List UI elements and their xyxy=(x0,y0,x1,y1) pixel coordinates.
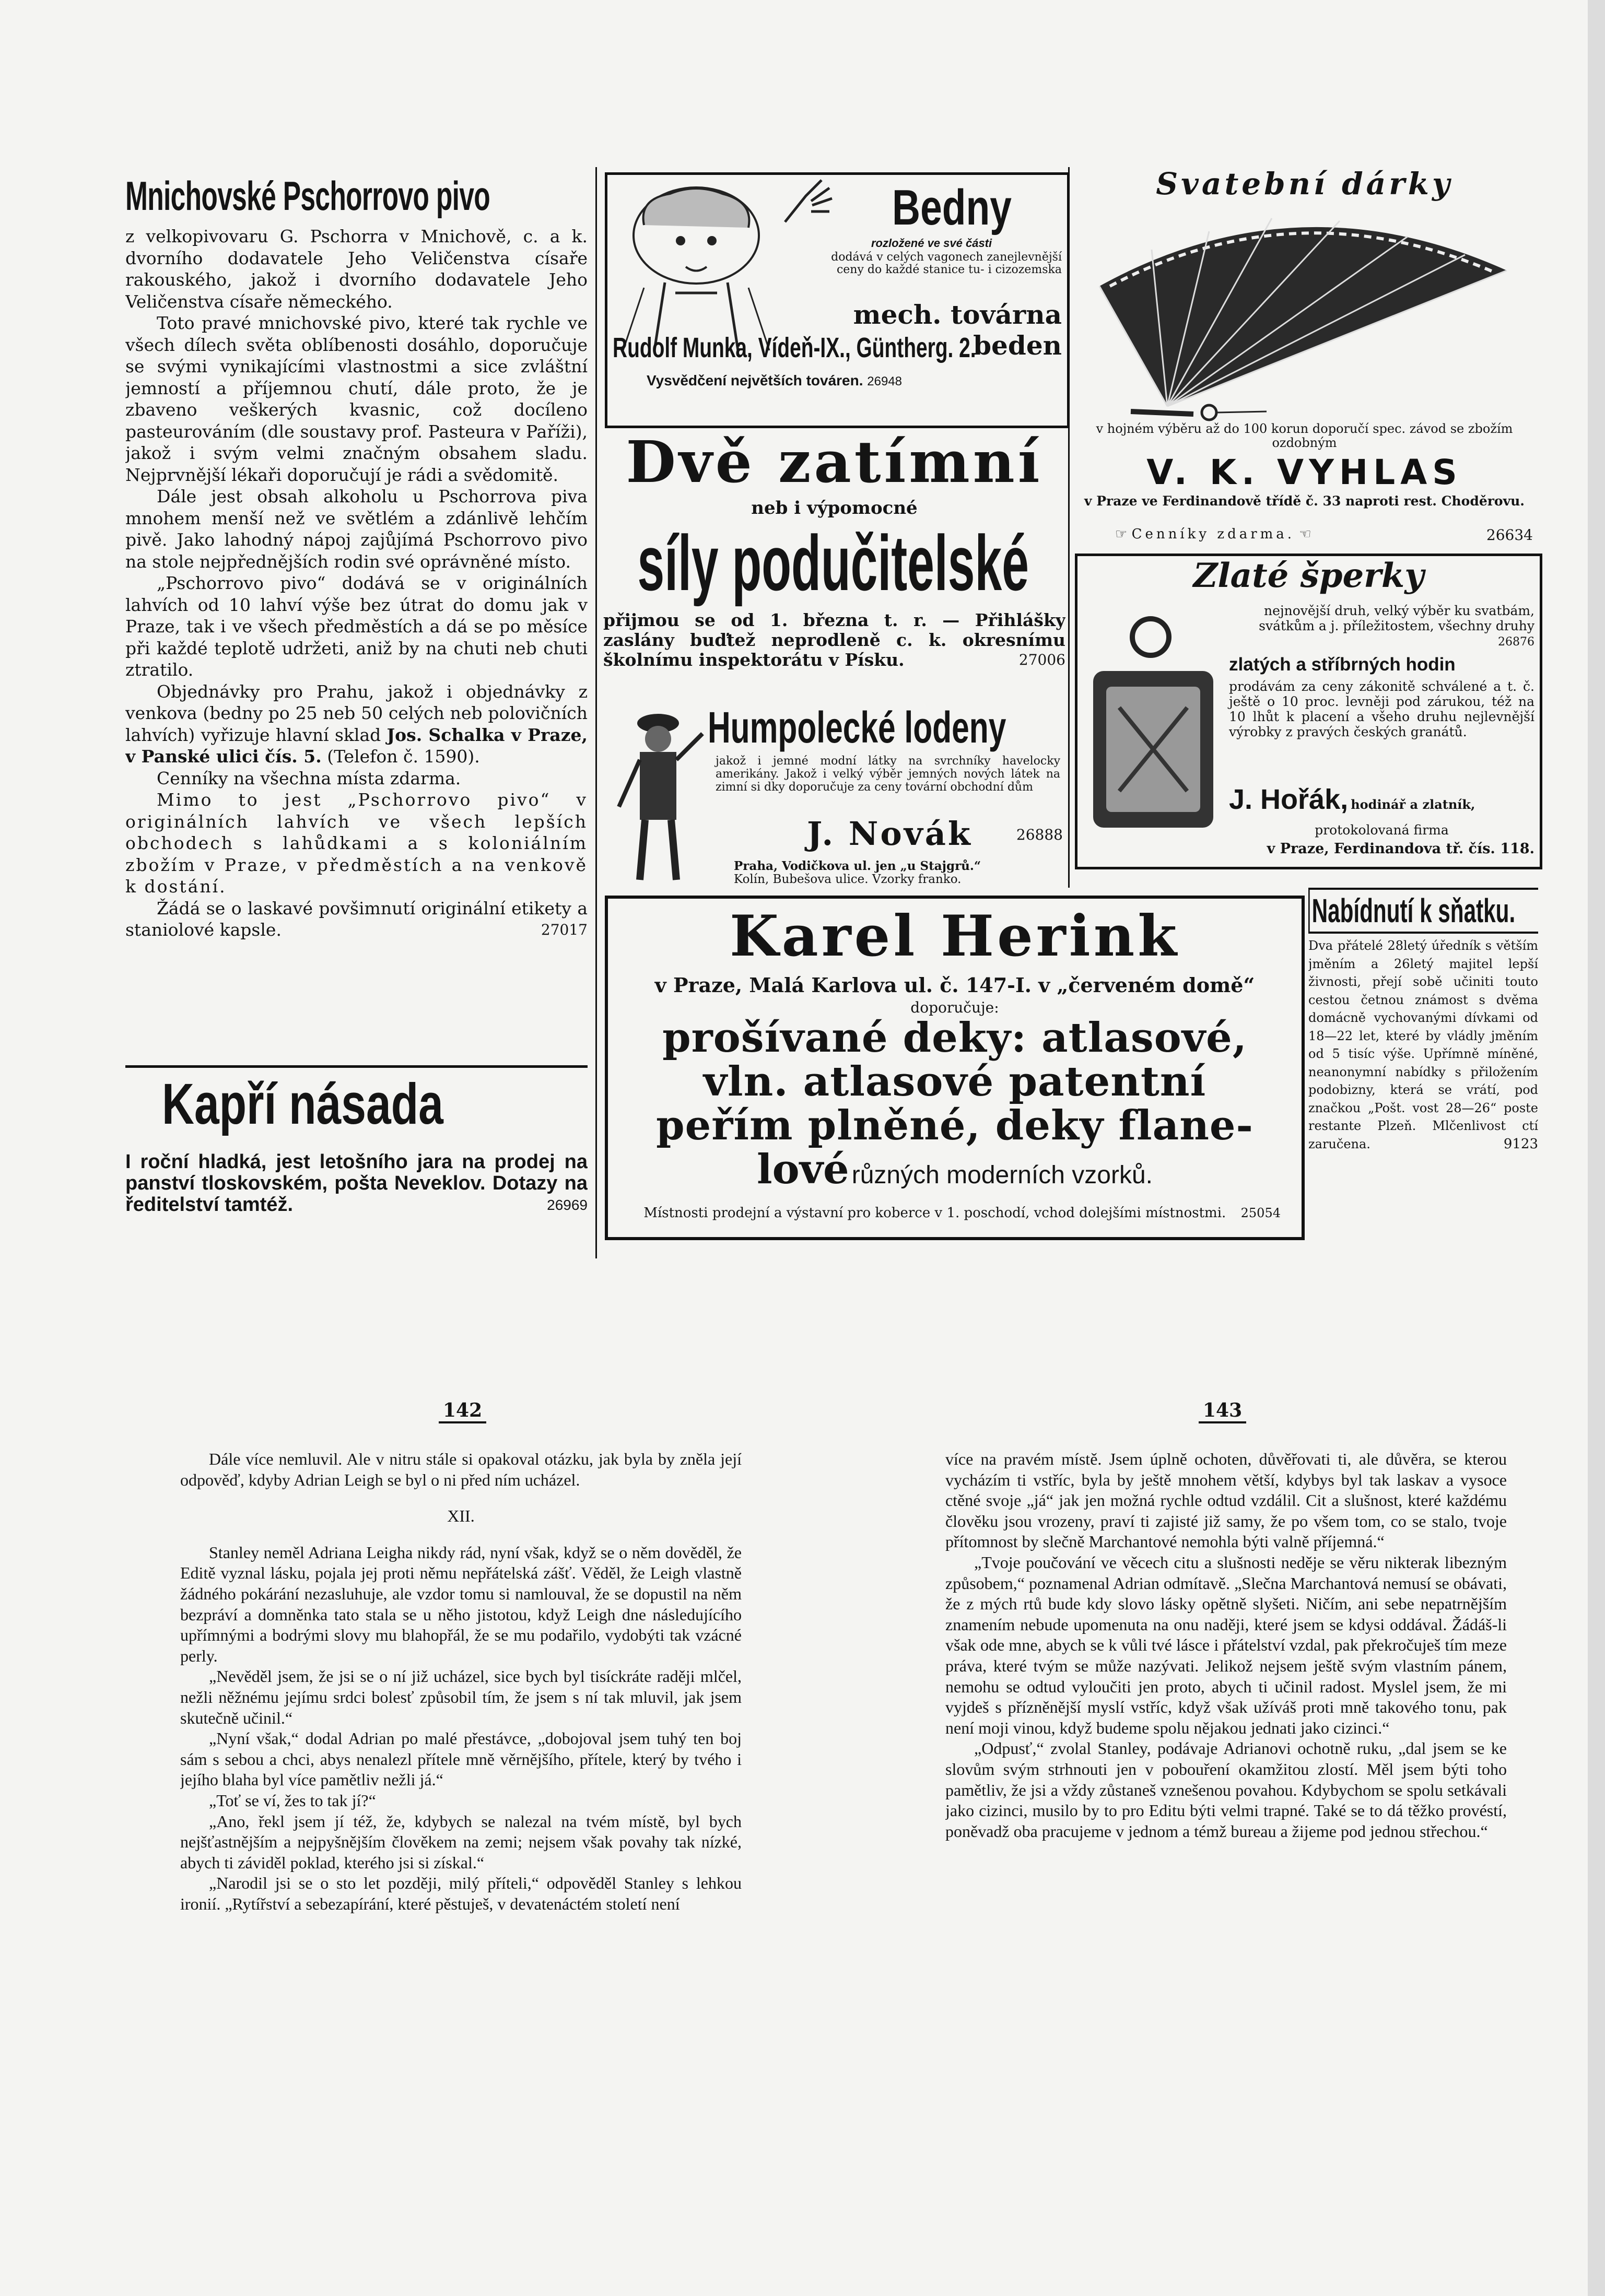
zatimni-text-body: přijmou se od 1. března t. r. — Přihlášky zaslány buďtež neprodleně c. k. okresnímu školnímu inspektorátu v Písku. xyxy=(603,610,1065,670)
lodeny-addr2: Kolín, Bubešova ulice. Vzorky franko. xyxy=(734,873,962,886)
pschorr-p3: Dále jest obsah alkoholu u Pschorrova piva mnohem menší než ve světlém a zdánlivě lehčím pivě. Jako lahodný nápoj zajůjímá Pschorrovo pivo na stole nejpřednějších rodin své oprávněné místo. xyxy=(125,486,588,572)
sperky-name-line xyxy=(1229,783,1534,816)
lodeny-name-line xyxy=(708,815,1063,853)
bedny-sub2: dodává v celých vagonech zanejlevnější ceny do každé stanice tu- i cizozemska xyxy=(831,251,1062,276)
svatebni-line2: v Praze ve Ferdinandově třídě č. 33 naproti rest. Choděrovu. xyxy=(1084,493,1525,509)
herink-foot-text: Místnosti prodejní a výstavní pro koberce v 1. poschodí, vchod dolejšími místnostmi. xyxy=(643,1205,1226,1221)
story-left-p5: „Toť se ví, žes to tak jí?“ xyxy=(209,1791,376,1810)
pschorr-p5a: Objednávky pro Prahu, jakož i objednávky z venkova (bedny po 25 neb 50 celých neb polovičních lahvích) vyřizuje hlavní sklad xyxy=(125,681,588,745)
story-right-p3: „Odpusť,“ zvolal Stanley, podávaje Adrianovi ochotně ruku, „dal jsem se ke slovům svým strhnouti jen v pobouření okamžitou zlostí. Měl jsem býti toho pamětliv, že jsi a vždy zůstaneš vznešenou povahou. Kdybychom se spolu setkávali jako cizinci, musilo by to pro Editu býti velmi trapné. Také se to dá těžko provéstí, poněvadž oba pracujeme v jednom a témž bureau a žijeme pod jednou střechou.“ xyxy=(945,1739,1507,1841)
story-right-p2: „Tvoje poučování ve věcech citu a slušnosti neděje se věru nikterak libezným způsobem,“ poznamenal Adrian odmítavě. „Slečna Marchantová nemusí se obávati, že z mých rtů bude kdy slovo lásky opětně slyšeti. Ničím, ani sebe nepatrnějším znamením nebude upomenuta na onu naději, které jsem se kdysi oddával. Žádáš-li však ode mne, abych se k vůli tvé lásce i přátelství vzdal, pak překročuješ tím meze práva, které tvým se může nazývati. Jelikož nejsem ještě svým vlastním pánem, nemohu se odtud vyloučiti jen proto, abych ti učinil radost. Myslel jsem, že mi vyjdeš s přízněnější myslí vstříc, když však užíváš proti mně takového tonu, pak není moji vinou, když budeme spolu nějakou jednati jako cizinci.“ xyxy=(945,1552,1507,1737)
zatimni-num: 27006 xyxy=(1018,651,1065,668)
snatek-title: Nabídnutí k sňatku. xyxy=(1308,888,1538,934)
pschorr-p5 xyxy=(125,681,588,768)
divider-kapr-top xyxy=(125,1065,588,1068)
bedny-sub5-text: Vysvědčení největších továren. xyxy=(647,372,863,388)
pschorr-num: 27017 xyxy=(541,921,588,938)
kapr-text xyxy=(125,1151,588,1216)
herink-big4b: různých moderních vzorků. xyxy=(851,1161,1153,1189)
col-rule-1 xyxy=(595,167,597,1258)
pschorr-p8 xyxy=(125,898,588,941)
kapr-num: 26969 xyxy=(547,1197,588,1213)
bedny-sub4: Rudolf Munka, Vídeň-IX., Güntherg. 2. xyxy=(613,332,976,363)
page-number-left: 142 xyxy=(439,1399,486,1423)
ad-bedny xyxy=(605,172,1070,428)
zatimni-title: Dvě zatímní xyxy=(626,431,1043,496)
bedny-sub5 xyxy=(647,372,1064,389)
sperky-name: J. Hořák, xyxy=(1229,784,1349,815)
story-right-p1: více na pravém místě. Jsem úplně ochoten, důvěřovati ti, ale důvěra, se kterou vycházím ti vstříc, byla by ještě mnohem větší, kdybys byl tak laskav a vysoce ctěné svoje „já“ jak jen možná rychle odtud vzdálil. Cit a slušnost, které každému člověku jsou vrozeny, praví ti zajisté již samy, že po všem tom, co se stalo, tvoje přítomnost by slečně Marchantové nemohla býti valně příjemná.“ xyxy=(945,1450,1507,1551)
watch-illustration xyxy=(1083,614,1224,838)
zatimni-big: síly podučitelské xyxy=(637,519,1029,607)
svatebni-name: V. K. VYHLAS xyxy=(1146,452,1462,492)
herink-addr: v Praze, Malá Karlova ul. č. 147-I. v „červeném domě“ xyxy=(654,973,1255,997)
pschorr-p1: z velkopivovaru G. Pschorra v Mnichově, c. a k. dvorního dodavatele Jeho Veličenstva císaře rakouského, jakož i dvorního dodavatele Jeho Veličenstva císaře německého. xyxy=(125,226,588,312)
story-left-p6: „Ano, řekl jsem jí též, že, kdybych se nalezal na tvém místě, byl bych nejšťastnějším a nejpyšnějším člověkem na zemi; nejsem však povahy tak nízké, abych ti záviděl poklad, kterého jsi si získal.“ xyxy=(180,1811,742,1872)
svatebni-line3: Cenníky zdarma. xyxy=(1131,526,1295,542)
story-column-left xyxy=(180,1449,742,2128)
zatimni-sub: neb i výpomocné xyxy=(751,498,918,519)
pschorr-p4: „Pschorrovo pivo“ dodává se v originálních lahvích od 10 lahví výše bez útrat do domu jak v Praze, tak i ve všech předměstích a dá se po měsíce při každé teplotě udržeti, aniž by na chuti neb chuti ztratilo. xyxy=(125,573,588,680)
ad-lodeny xyxy=(603,702,1065,890)
snatek-num: 9123 xyxy=(1503,1136,1538,1152)
sperky-title: Zlaté šperky xyxy=(1193,556,1424,595)
ad-snatek xyxy=(1308,888,1538,1248)
story-left-p7: „Narodil jsi se o sto let později, milý příteli,“ odpověděl Stanley s lehkou ironií. „Rytířství a sebezapírání, které pěstuješ, v devatenáctém století není xyxy=(180,1874,742,1913)
bedny-sub1: rozložené ve své části xyxy=(871,237,992,250)
bedny-sub3: mech. továrna beden xyxy=(853,299,1062,361)
sperky-text1-body: nejnovější druh, velký výběr ku svatbám, svátkům a j. příležitostem, všechny druhy xyxy=(1259,603,1534,633)
lodeny-text: jakož i jemné modní látky na svrchníky havelocky amerikány. Jakož i velký výběr jemných nových látek na zimní si dky doporučuje za ceny tovární obchodní dům xyxy=(716,755,1060,794)
herink-big4 xyxy=(608,1148,1302,1203)
herink-big1: prošívané deky: atlasové, xyxy=(662,1014,1247,1062)
page-number-right: 143 xyxy=(1199,1399,1246,1423)
fan-icon xyxy=(1089,208,1517,427)
kapr-title: Kapří násada xyxy=(162,1072,443,1136)
story-left-p4: „Nyní však,“ dodal Adrian po malé přestávce, „dobojoval jsem tuhý ten boj sám s sebou a chci, abys nenalezl přítele mně věrnějšího, přítele, který by tvého i jejího blaha byl více pamětliv nežli já.“ xyxy=(180,1729,742,1789)
svatebni-line3-wrap xyxy=(1115,526,1533,544)
snatek-text-body: Dva přátelé 28letý úředník s větším jměním a 26letý majitel lepší živnosti, přejí sobě učiniti touto cestou četnou známost s dvěma domácně vychovanými dívkami od 18—22 let, které by vládly jměním od 5 tisíc výše. Upřímně míněné, neanonymní nabídky s přiložením podobizny, která se vrátí, pod značkou „Pošt. vost 28—26“ poste restante Plzeň. Mlčenlivost ctí zaručena. xyxy=(1308,938,1538,1151)
sperky-text3: protokolovaná firma xyxy=(1315,822,1449,838)
story-column-right xyxy=(945,1449,1507,2128)
pschorr-p7: Mimo to jest „Pschorrovo pivo“ v originálních lahvích ve všech lepších obchodech s lahůdkami a s koloniálním zbožím v Praze, v předměstích a na venkově k dostání. xyxy=(125,790,588,897)
snatek-text xyxy=(1308,937,1538,1153)
herink-rec: doporučuje: xyxy=(910,999,999,1016)
hunter-illustration xyxy=(608,702,708,885)
pointing-hand-icon: ☞ xyxy=(1115,526,1128,542)
sperky-big: zlatých a stříbrných hodin xyxy=(1229,654,1456,675)
pointing-hand-icon-2: ☜ xyxy=(1299,526,1311,542)
story-left-p2: Stanley neměl Adriana Leigha nikdy rád, nyní však, když se o něm dověděl, že Editě vyznal lásku, pojala jej proti němu nepřátelská zášť. Věděl, že Leigh vlastně žádného pokárání nezasluhuje, ale vzdor tomu si namlouval, že se dopustil na něm bezpráví a domněnka tato stala se u něho jistotou, když Leigh dne následujícího upřímnými a bodrými slovy mu blahopřál, že se mu podařilo, vydobýti tak vzácné perly. xyxy=(180,1543,742,1665)
sperky-text1 xyxy=(1229,603,1534,650)
lodeny-name: J. Novák xyxy=(807,815,973,853)
ad-herink xyxy=(605,896,1305,1240)
svatebni-line1: v hojném výběru až do 100 korun doporučí spec. závod se zbožím ozdobným xyxy=(1096,421,1513,450)
pschorr-p6: Cenníky na všechna místa zdarma. xyxy=(157,768,461,788)
girl-illustration xyxy=(613,178,785,356)
pschorr-p5b: Jos. Schalka v Praze, v Panské ulici čís. 5. xyxy=(125,724,588,767)
herink-big4a: lové xyxy=(757,1146,849,1193)
svatebni-title: Svatební dárky xyxy=(1156,166,1453,202)
herink-big2: vln. atlasové patentní xyxy=(703,1058,1206,1105)
herink-foot xyxy=(629,1206,1281,1220)
pschorr-p5c: (Telefon č. 1590). xyxy=(327,746,480,767)
story-left-p1: Dále více nemluvil. Ale v nitru stále si opakoval otázku, jak byla by zněla její odpověď, kdyby Adrian Leigh se byl o ni před ním ucházel. xyxy=(180,1450,742,1489)
pschorr-p2: Toto pravé mnichovské pivo, které tak rychle ve všech dílech světa oblíbenosti dosáhlo, doporučuje se svými vynikajícími vlastnostmi a sice zvláštní jemností a příjemnou chutí, dále proto, že je zbaveno veškerých kvasnic, což docíleno pasteurováním (dle soustavy prof. Pasteura v Paříži), jakož i svým velmi značným obsahem sladu. Nejprvnější lékaři doporučují je rádi a svědomitě. xyxy=(125,313,588,485)
sperky-text2: prodávám za ceny zákonitě schválené a t. č. ještě o 10 proc. levněji pod zárukou, též na 10 lhůt k placení a všeho druhu nejlevnější výrobky z pravých českých granátů. xyxy=(1229,679,1534,739)
lodeny-num: 26888 xyxy=(1016,826,1063,843)
herink-name: Karel Herink xyxy=(729,903,1180,969)
hand-icon xyxy=(780,175,842,227)
ad-svatebni xyxy=(1073,166,1536,547)
ad-zatimni xyxy=(603,431,1065,700)
zatimni-text xyxy=(603,610,1065,670)
lodeny-title: Humpolecké lodeny xyxy=(708,703,1006,752)
ad-pschorr xyxy=(125,172,588,1060)
herink-big3: peřím plněné, deky flane- xyxy=(656,1102,1253,1149)
ad-kapr xyxy=(125,1070,588,1253)
sperky-num1: 26876 xyxy=(1498,635,1534,649)
bedny-num: 26948 xyxy=(867,374,903,388)
pschorr-p8-text: Žádá se o laskavé povšimnutí originální etikety a staniolové kapsle. xyxy=(125,898,588,940)
ad-sperky xyxy=(1075,554,1542,869)
pschorr-title: Mnichovské Pschorrovo pivo xyxy=(125,173,490,219)
sperky-title-bar xyxy=(1077,556,1540,598)
sperky-role: hodinář a zlatník, xyxy=(1351,797,1475,812)
herink-num: 25054 xyxy=(1240,1206,1281,1220)
kapr-text-body: I roční hladká, jest letošního jara na prodej na panství tloskovském, pošta Neveklov. Dotazy na ředitelství tamtéž. xyxy=(125,1151,588,1216)
svatebni-num: 26634 xyxy=(1486,526,1533,544)
bedny-title: Bedny xyxy=(892,180,1012,236)
page-edge xyxy=(1588,0,1605,2296)
lodeny-addr1: Praha, Vodičkova ul. jen „u Stajgrů.“ xyxy=(734,859,981,873)
sperky-addr: v Praze, Ferdinandova tř. čís. 118. xyxy=(1267,841,1534,857)
story-left-p3: „Nevěděl jsem, že jsi se o ní již ucházel, sice bych byl tisíckráte raději mlčel, nežli něžnému jejímu srdci bolesť způsobil tím, že jsem s ní tak mluvil, jak jsem skutečně učinil.“ xyxy=(180,1667,742,1727)
story-chapter-heading: XII. xyxy=(447,1506,475,1526)
